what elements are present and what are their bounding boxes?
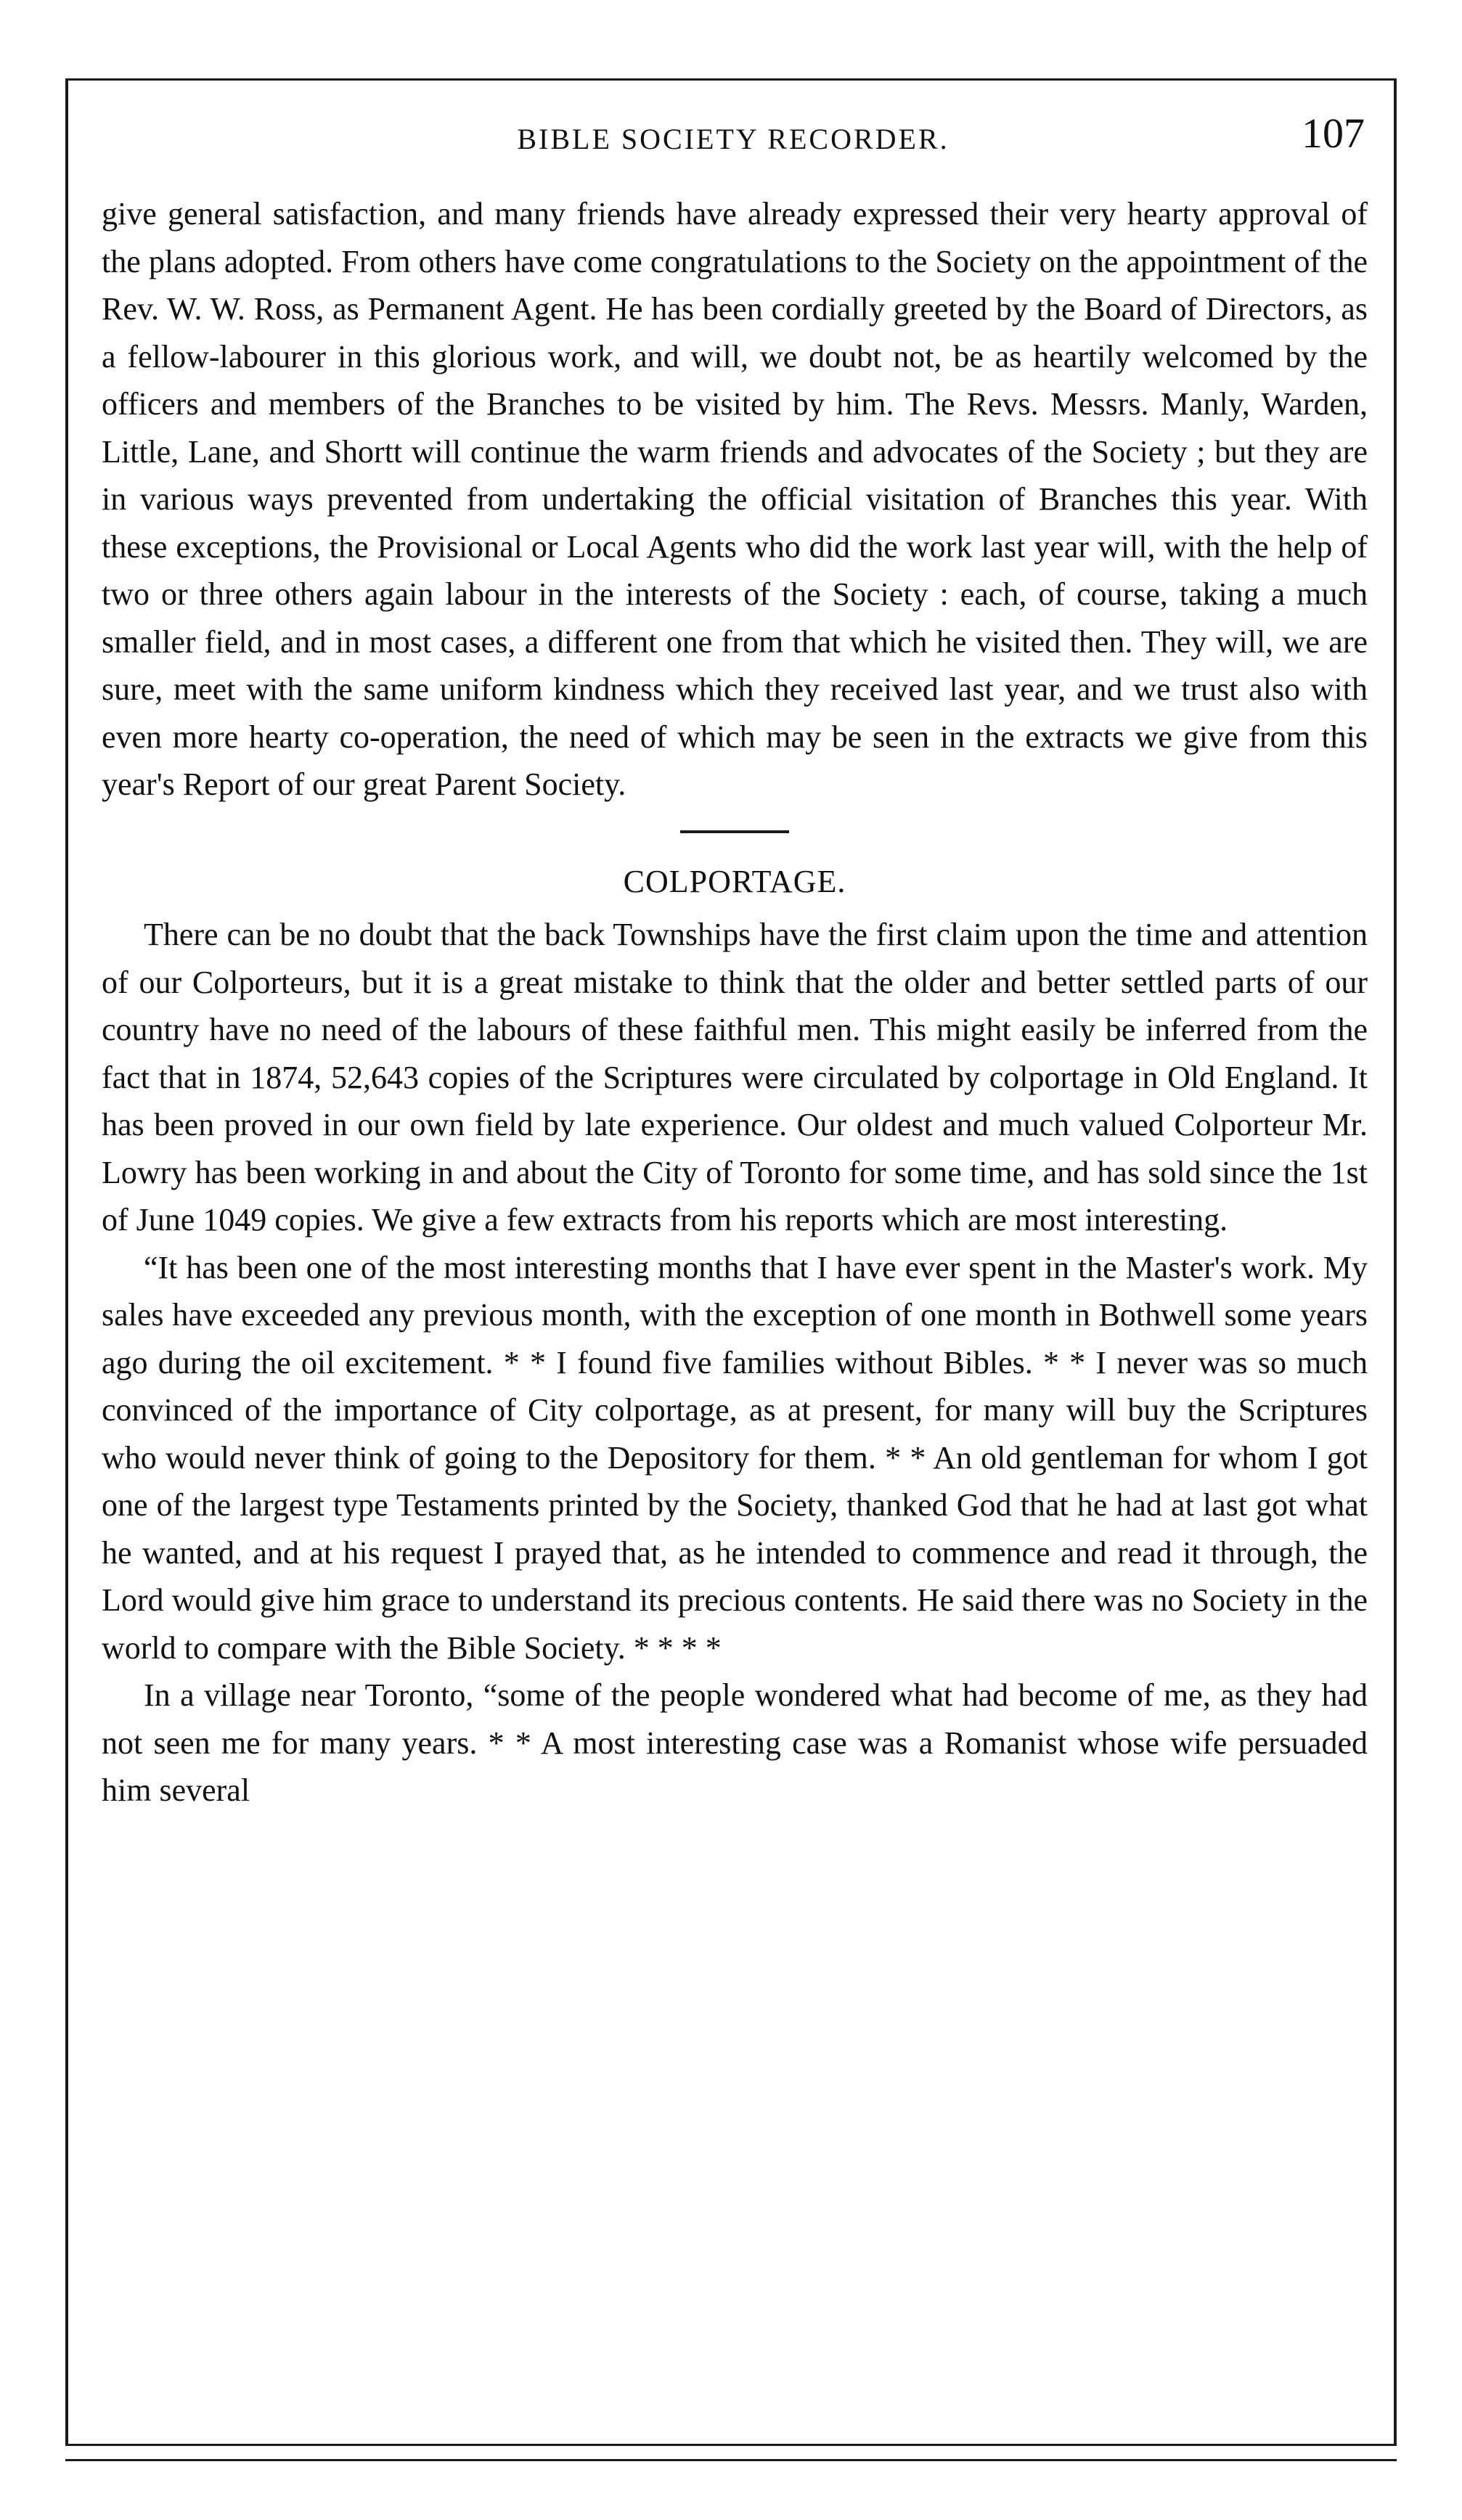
colportage-paragraph-1: There can be no doubt that the back Townships have the first claim upon the time and attention of our Colporteurs, but it is a great mistake to think that the older and better settled parts of our country have no need of the labours of these faithful men. This might easily be inferred from the fact that in 1874, 52,643 copies of the Scriptures were circulated by colportage in Old England. It has been proved in our own field by late experience. Our oldest and much valued Colporteur Mr. Lowry has been working in and about the City of Toronto for some time, and has sold since the 1st of June 1049 copies. We give a few extracts from his reports which are most interesting.: [102, 917, 1368, 1238]
page-body: [102, 190, 1368, 1815]
section-heading: COLPORTAGE.: [623, 863, 846, 899]
colportage-paragraph-3: In a village near Toronto, “some of the people wondered what had become of me, as they had not seen me for many years. * * A most interesting case was a Romanist whose wife persuaded him several: [102, 1677, 1368, 1808]
intro-paragraph: give general satisfaction, and many friends have already expressed their very hearty approval of the plans adopted. From others have come congratulations to the Society on the appointment of the Rev. W. W. Ross, as Permanent Agent. He has been cordially greeted by the Board of Directors, as a fellow-labourer in this glorious work, and will, we doubt not, be as heartily welcomed by the officers and members of the Branches to be visited by him. The Revs. Messrs. Manly, Warden, Little, Lane, and Shortt will continue the warm friends and advocates of the Society ; but they are in various ways prevented from undertaking the official visitation of Branches this year. With these exceptions, the Provisional or Local Agents who did the work last year will, with the help of two or three others again labour in the interests of the Society : each, of course, taking a much smaller field, and in most cases, a different one from that which he visited then. They will, we are sure, meet with the same uniform kindness which they received last year, and we trust also with even more hearty co-operation, the need of which may be seen in the extracts we give from this year's Report of our great Parent Society.: [102, 196, 1368, 802]
page-header: [102, 109, 1365, 167]
section-divider: [680, 830, 789, 833]
bottom-rule: [65, 2459, 1397, 2461]
running-title: BIBLE SOCIETY RECORDER.: [517, 123, 950, 155]
colportage-paragraph-2: “It has been one of the most interesting months that I have ever spent in the Master's work. My sales have exceeded any previous month, with the exception of one month in Bothwell some years ago during the oil excitement. * * I found five families without Bibles. * * I never was so much convinced of the importance of City colportage, as at present, for many will buy the Scriptures who would never think of going to the Depository for them. * * An old gentleman for whom I got one of the largest type Testaments printed by the Society, thanked God that he had at last got what he wanted, and at his request I prayed that, as he intended to commence and read it through, the Lord would give him grace to understand its precious contents. He said there was no Society in the world to compare with the Bible Society. * * * *: [102, 1249, 1368, 1666]
page-number: 107: [1302, 110, 1365, 157]
